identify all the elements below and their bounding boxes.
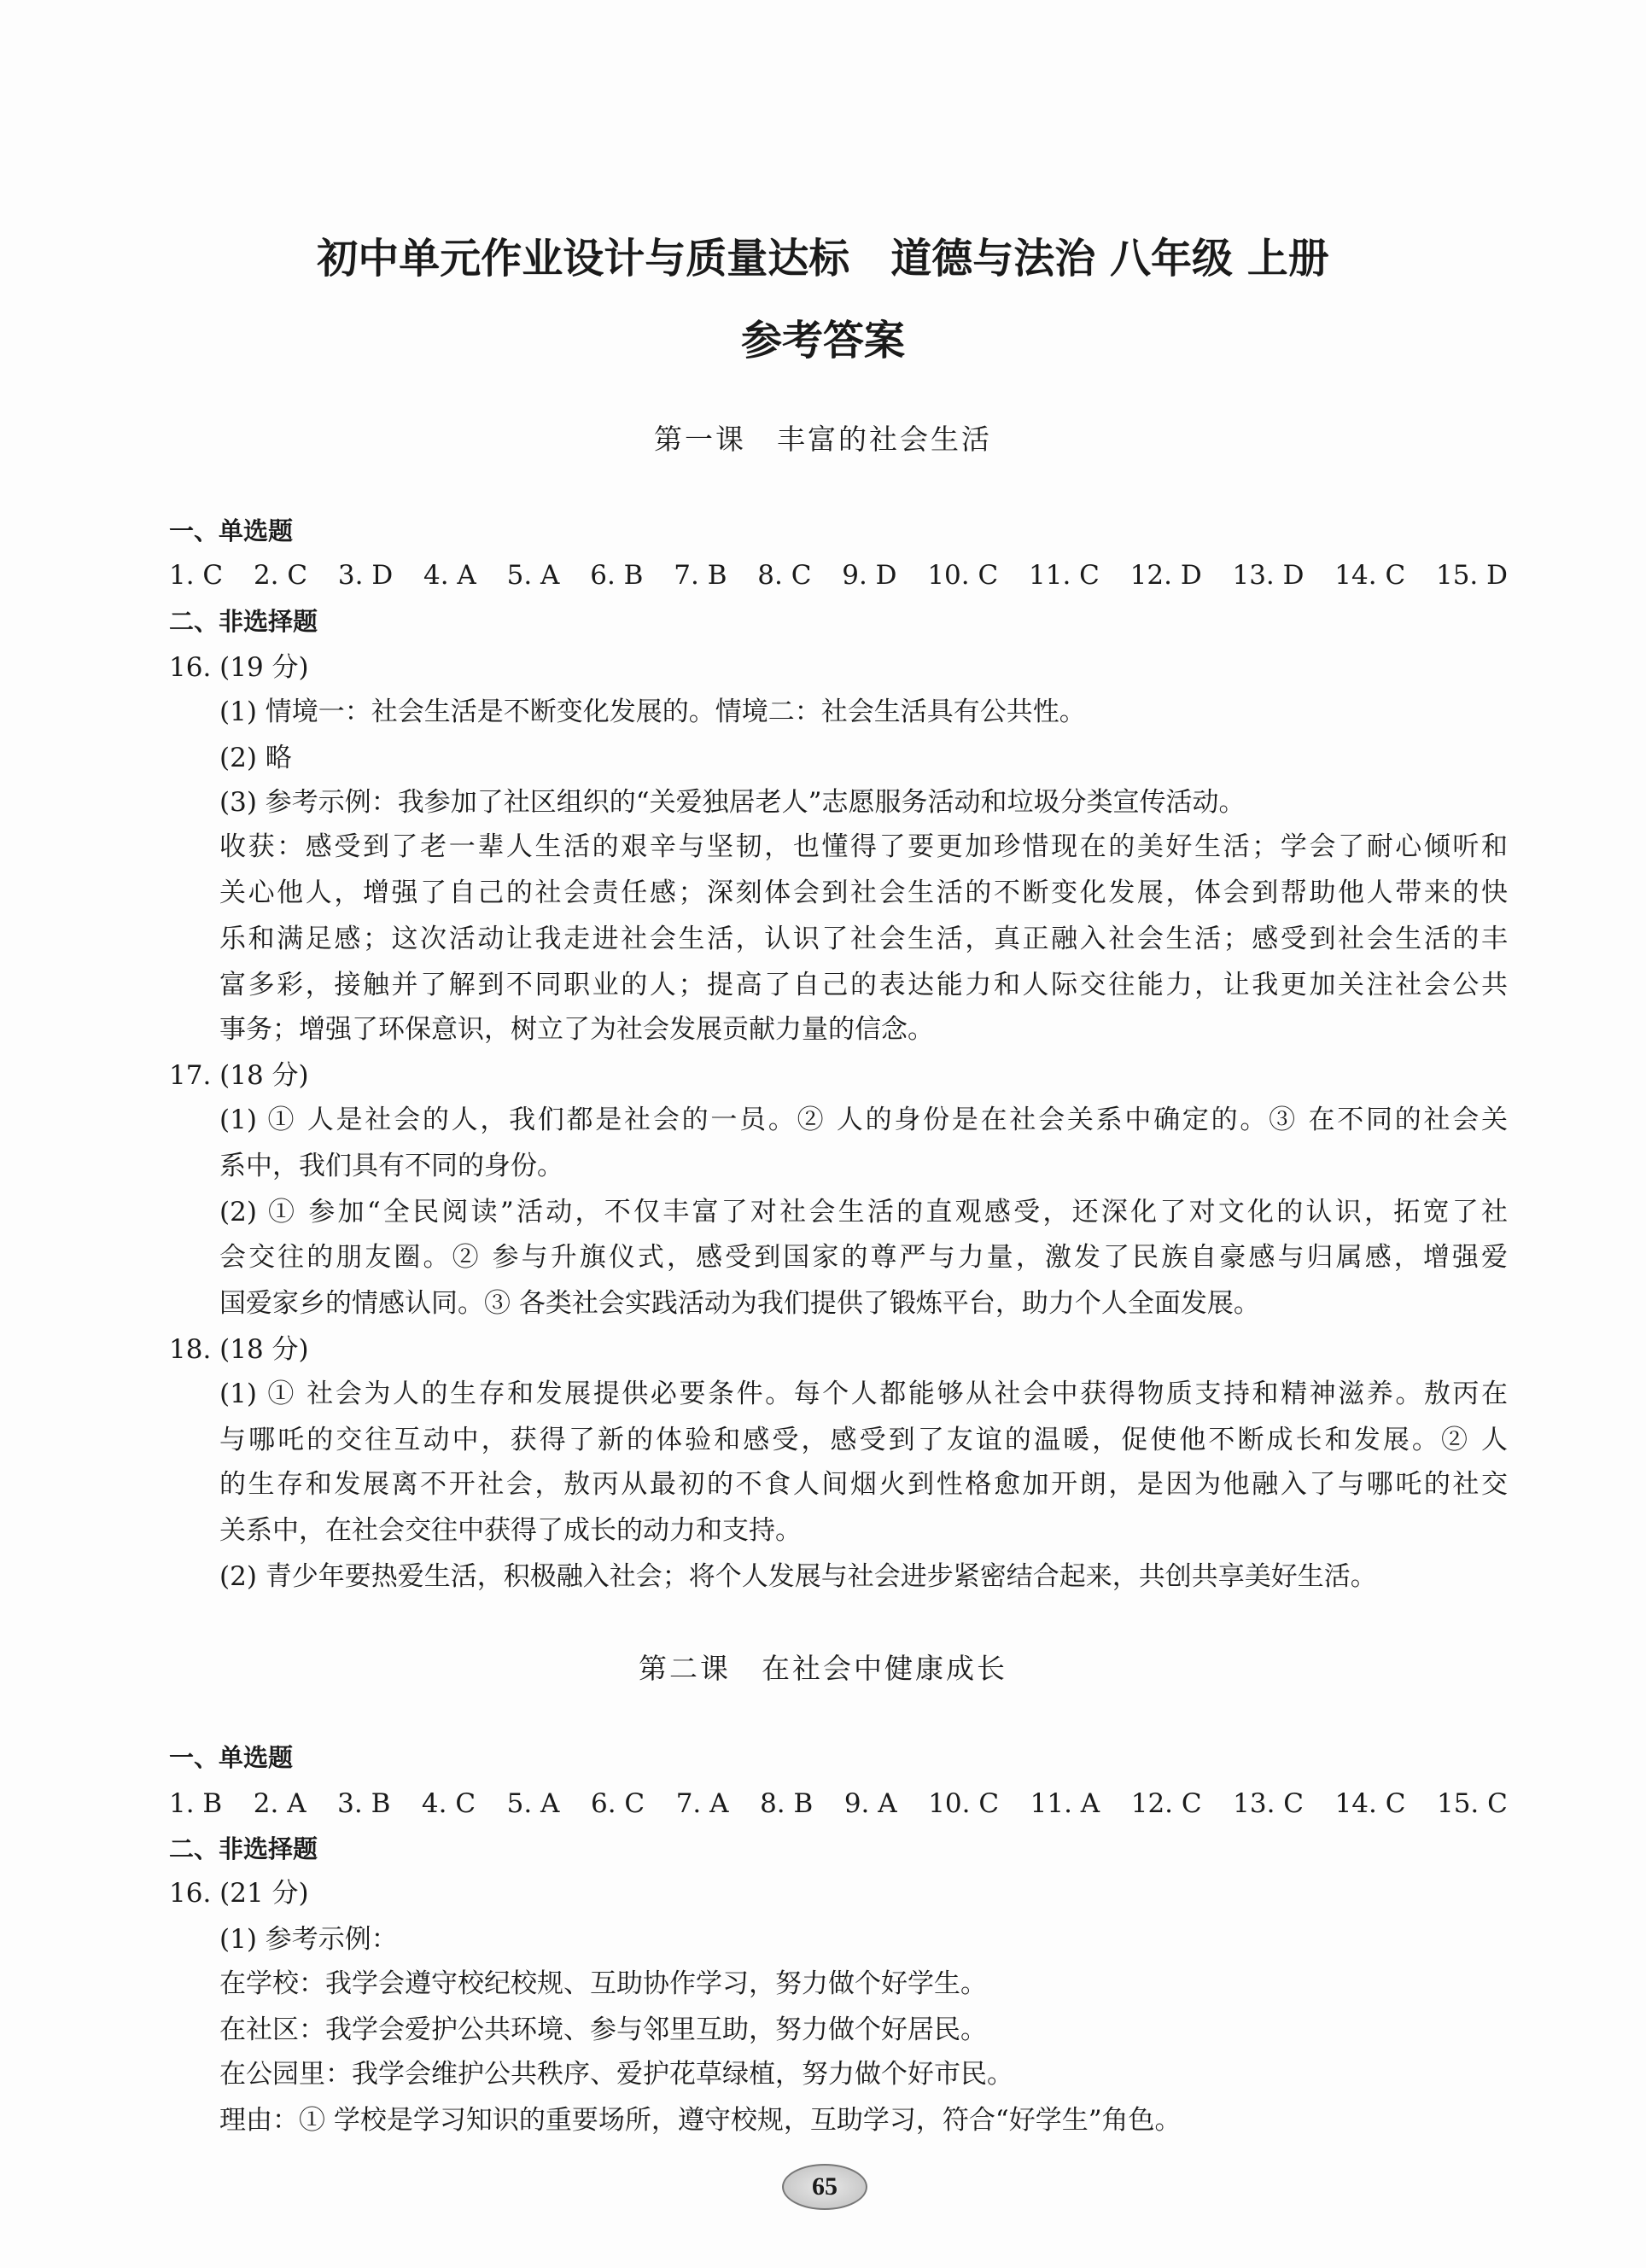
answer-line: (1) 参考示例： <box>219 1924 398 1955</box>
answer-item: 9. D <box>842 560 897 591</box>
lesson2-heading: 第二课 在社会中健康成长 <box>639 1652 1007 1685</box>
answer-line: (3) 参考示例：我参加了社区组织的“关爱独居老人”志愿服务活动和垃圾分类宣传活动。 <box>219 787 1246 818</box>
answer-item: 10. C <box>927 560 999 591</box>
answer-item: 15. D <box>1435 560 1508 591</box>
lesson1-answer-row <box>169 554 1508 597</box>
answer-item: 1. B <box>169 1788 223 1819</box>
answer-line: (1) ① 人是社会的人，我们都是社会的一员。② 人的身份是在社会关系中确定的。③ 在不同的社会关 <box>219 1105 1508 1135</box>
lesson2-q16-label: 16. (21 分) <box>169 1878 309 1909</box>
answer-item: 6. B <box>590 560 644 591</box>
answer-line: 国爱家乡的情感认同。③ 各类社会实践活动为我们提供了锻炼平台，助力个人全面发展。 <box>219 1288 1260 1319</box>
answer-line: (2) ① 参加“全民阅读”活动，不仅丰富了对社会生活的直观感受，还深化了对文化的认识，拓宽了社 <box>219 1197 1508 1227</box>
answer-item: 14. C <box>1334 1788 1406 1819</box>
answer-item: 8. B <box>760 1788 814 1819</box>
answer-item: 7. A <box>675 1788 729 1819</box>
page-number: 65 <box>782 2164 867 2210</box>
lesson1-q16-label: 16. (19 分) <box>169 652 309 683</box>
answer-line: (1) 情境一：社会生活是不断变化发展的。情境二：社会生活具有公共性。 <box>219 697 1086 727</box>
answer-item: 10. C <box>928 1788 1000 1819</box>
answer-item: 7. B <box>674 560 727 591</box>
answer-item: 11. A <box>1030 1788 1100 1819</box>
answer-line: 富多彩，接触并了解到不同职业的人；提高了自己的表达能力和人际交往能力，让我更加关注社会公共 <box>219 970 1508 1000</box>
answer-line: 会交往的朋友圈。② 参与升旗仪式，感受到国家的尊严与力量，激发了民族自豪感与归属感，增强爱 <box>219 1242 1508 1273</box>
lesson1-section-non-choice: 二、非选择题 <box>169 607 318 636</box>
answer-line: 关系中，在社会交往中获得了成长的动力和支持。 <box>219 1515 802 1546</box>
lesson1-heading: 第一课 丰富的社会生活 <box>654 423 992 456</box>
answer-line: 与哪吒的交往互动中，获得了新的体验和感受，感受到了友谊的温暖，促使他不断成长和发展。② 人 <box>219 1425 1508 1455</box>
answer-line: 的生存和发展离不开社会，敖丙从最初的不食人间烟火到性格愈加开朗，是因为他融入了与哪吒的社交 <box>219 1469 1508 1500</box>
answer-line: 关心他人，增强了自己的社会责任感；深刻体会到社会生活的不断变化发展，体会到帮助他人带来的快 <box>219 877 1508 908</box>
answer-item: 4. C <box>421 1788 476 1819</box>
answer-item: 14. C <box>1334 560 1406 591</box>
answer-item: 2. C <box>253 560 308 591</box>
answer-line: 在社区：我学会爱护公共环境、参与邻里互助，努力做个好居民。 <box>219 2014 987 2045</box>
lesson1-section-single-choice: 一、单选题 <box>169 516 294 545</box>
document-title: 初中单元作业设计与质量达标 道德与法治 八年级 上册 <box>317 235 1329 283</box>
document-subtitle: 参考答案 <box>740 317 905 364</box>
answer-item: 12. C <box>1130 1788 1202 1819</box>
answer-item: 5. A <box>506 1788 560 1819</box>
answer-item: 3. D <box>337 560 394 591</box>
answer-item: 1. C <box>169 560 224 591</box>
answer-item: 5. A <box>506 560 560 591</box>
lesson2-section-non-choice: 二、非选择题 <box>169 1834 318 1863</box>
answer-line: (1) ① 社会为人的生存和发展提供必要条件。每个人都能够从社会中获得物质支持和精神滋养。敖丙在 <box>219 1379 1508 1409</box>
answer-item: 2. A <box>253 1788 306 1819</box>
lesson1-q17-label: 17. (18 分) <box>169 1060 309 1091</box>
answer-item: 3. B <box>337 1788 391 1819</box>
lesson1-q18-label: 18. (18 分) <box>169 1334 309 1365</box>
answer-line: (2) 青少年要热爱生活，积极融入社会；将个人发展与社会进步紧密结合起来，共创共享美好生活。 <box>219 1561 1377 1592</box>
answer-line: 在公园里：我学会维护公共秩序、爱护花草绿植，努力做个好市民。 <box>219 2059 1013 2090</box>
answer-item: 15. C <box>1436 1788 1508 1819</box>
answer-item: 6. C <box>590 1788 645 1819</box>
answer-line: 系中，我们具有不同的身份。 <box>219 1151 563 1181</box>
answer-line: (2) 略 <box>219 743 292 773</box>
answer-line: 理由：① 学校是学习知识的重要场所，遵守校规，互助学习，符合“好学生”角色。 <box>219 2105 1182 2136</box>
answer-item: 8. C <box>757 560 812 591</box>
lesson2-answer-row <box>169 1782 1508 1825</box>
answer-line: 事务；增强了环保意识，树立了为社会发展贡献力量的信念。 <box>219 1014 934 1045</box>
lesson2-section-single-choice: 一、单选题 <box>169 1743 294 1772</box>
answer-item: 13. D <box>1232 560 1305 591</box>
answer-item: 11. C <box>1029 560 1100 591</box>
answer-item: 9. A <box>843 1788 897 1819</box>
answer-item: 13. C <box>1233 1788 1305 1819</box>
answer-line: 收获：感受到了老一辈人生活的艰辛与坚韧，也懂得了要更加珍惜现在的美好生活；学会了耐心倾听和 <box>219 831 1508 862</box>
answer-line: 在学校：我学会遵守校纪校规、互助协作学习，努力做个好学生。 <box>219 1968 987 1999</box>
answer-item: 12. D <box>1129 560 1202 591</box>
answer-item: 4. A <box>423 560 476 591</box>
answer-line: 乐和满足感；这次活动让我走进社会生活，认识了社会生活，真正融入社会生活；感受到社会生活的丰 <box>219 924 1508 954</box>
